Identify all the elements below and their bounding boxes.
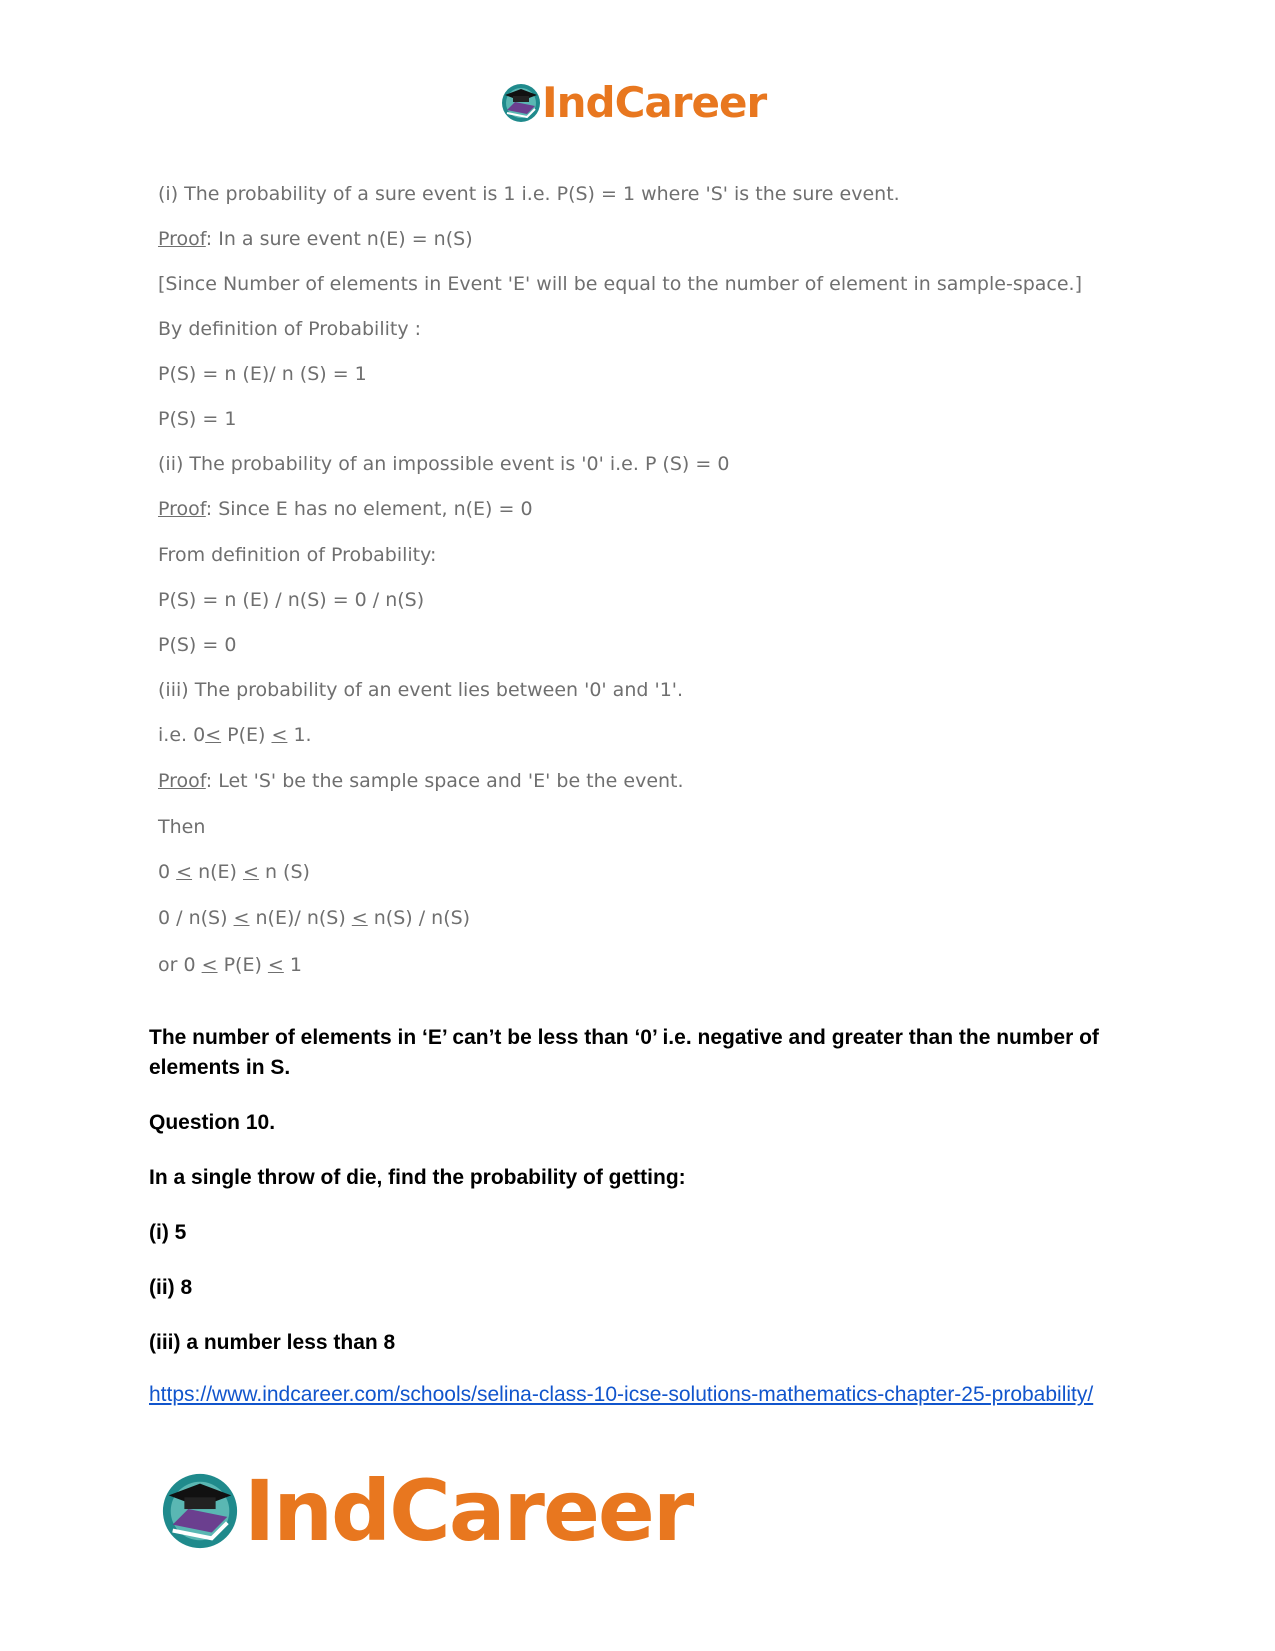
formula-line: P(S) = n (E) / n(S) = 0 / n(S) xyxy=(158,589,425,611)
source-link[interactable]: https://www.indcareer.com/schools/selina-class-10-icse-solutions-mathematics-chapter-25-probability/ xyxy=(149,1383,1094,1406)
option-item: (iii) a number less than 8 xyxy=(149,1331,396,1354)
proof-label: Proof xyxy=(158,498,206,520)
text-line: Proof: Let 'S' be the sample space and 'E' be the event. xyxy=(158,770,684,792)
text-line: Then xyxy=(158,816,206,838)
footer-logo xyxy=(160,1462,693,1560)
formula-line: i.e. 0< P(E) < 1. xyxy=(158,724,312,746)
header-logo xyxy=(501,80,766,126)
proof-label: Proof xyxy=(158,770,206,792)
text-line: Proof: In a sure event n(E) = n(S) xyxy=(158,228,473,250)
brand-name: IndCareer xyxy=(542,78,767,127)
text-line: (iii) The probability of an event lies between '0' and '1'. xyxy=(158,679,684,701)
graduation-cap-icon xyxy=(160,1470,240,1552)
formula-line: P(S) = n (E)/ n (S) = 1 xyxy=(158,363,367,385)
text-line: By definition of Probability : xyxy=(158,318,422,340)
formula-line: P(S) = 0 xyxy=(158,634,237,656)
formula-line: 0 / n(S) < n(E)/ n(S) < n(S) / n(S) xyxy=(158,907,471,929)
formula-line: or 0 < P(E) < 1 xyxy=(158,954,302,976)
formula-line: P(S) = 1 xyxy=(158,408,237,430)
option-item: (ii) 8 xyxy=(149,1276,193,1299)
question-text: In a single throw of die, find the probability of getting: xyxy=(149,1166,686,1189)
text-line: (i) The probability of a sure event is 1 i.e. P(S) = 1 where 'S' is the sure event. xyxy=(158,183,900,205)
question-heading: Question 10. xyxy=(149,1111,276,1134)
proof-label: Proof xyxy=(158,228,206,250)
text-line: From definition of Probability: xyxy=(158,544,437,566)
brand-name: IndCareer xyxy=(244,1462,693,1560)
formula-line: 0 < n(E) < n (S) xyxy=(158,861,310,883)
text-line: (ii) The probability of an impossible event is '0' i.e. P (S) = 0 xyxy=(158,453,730,475)
graduation-cap-icon xyxy=(501,82,541,124)
paragraph: The number of elements in ‘E’ can’t be less than ‘0’ i.e. negative and greater than the number of elements in S. xyxy=(149,1026,1099,1079)
option-item: (i) 5 xyxy=(149,1221,187,1244)
text-line: [Since Number of elements in Event 'E' will be equal to the number of element in sample-space.] xyxy=(158,273,1083,295)
text-line: Proof: Since E has no element, n(E) = 0 xyxy=(158,498,533,520)
